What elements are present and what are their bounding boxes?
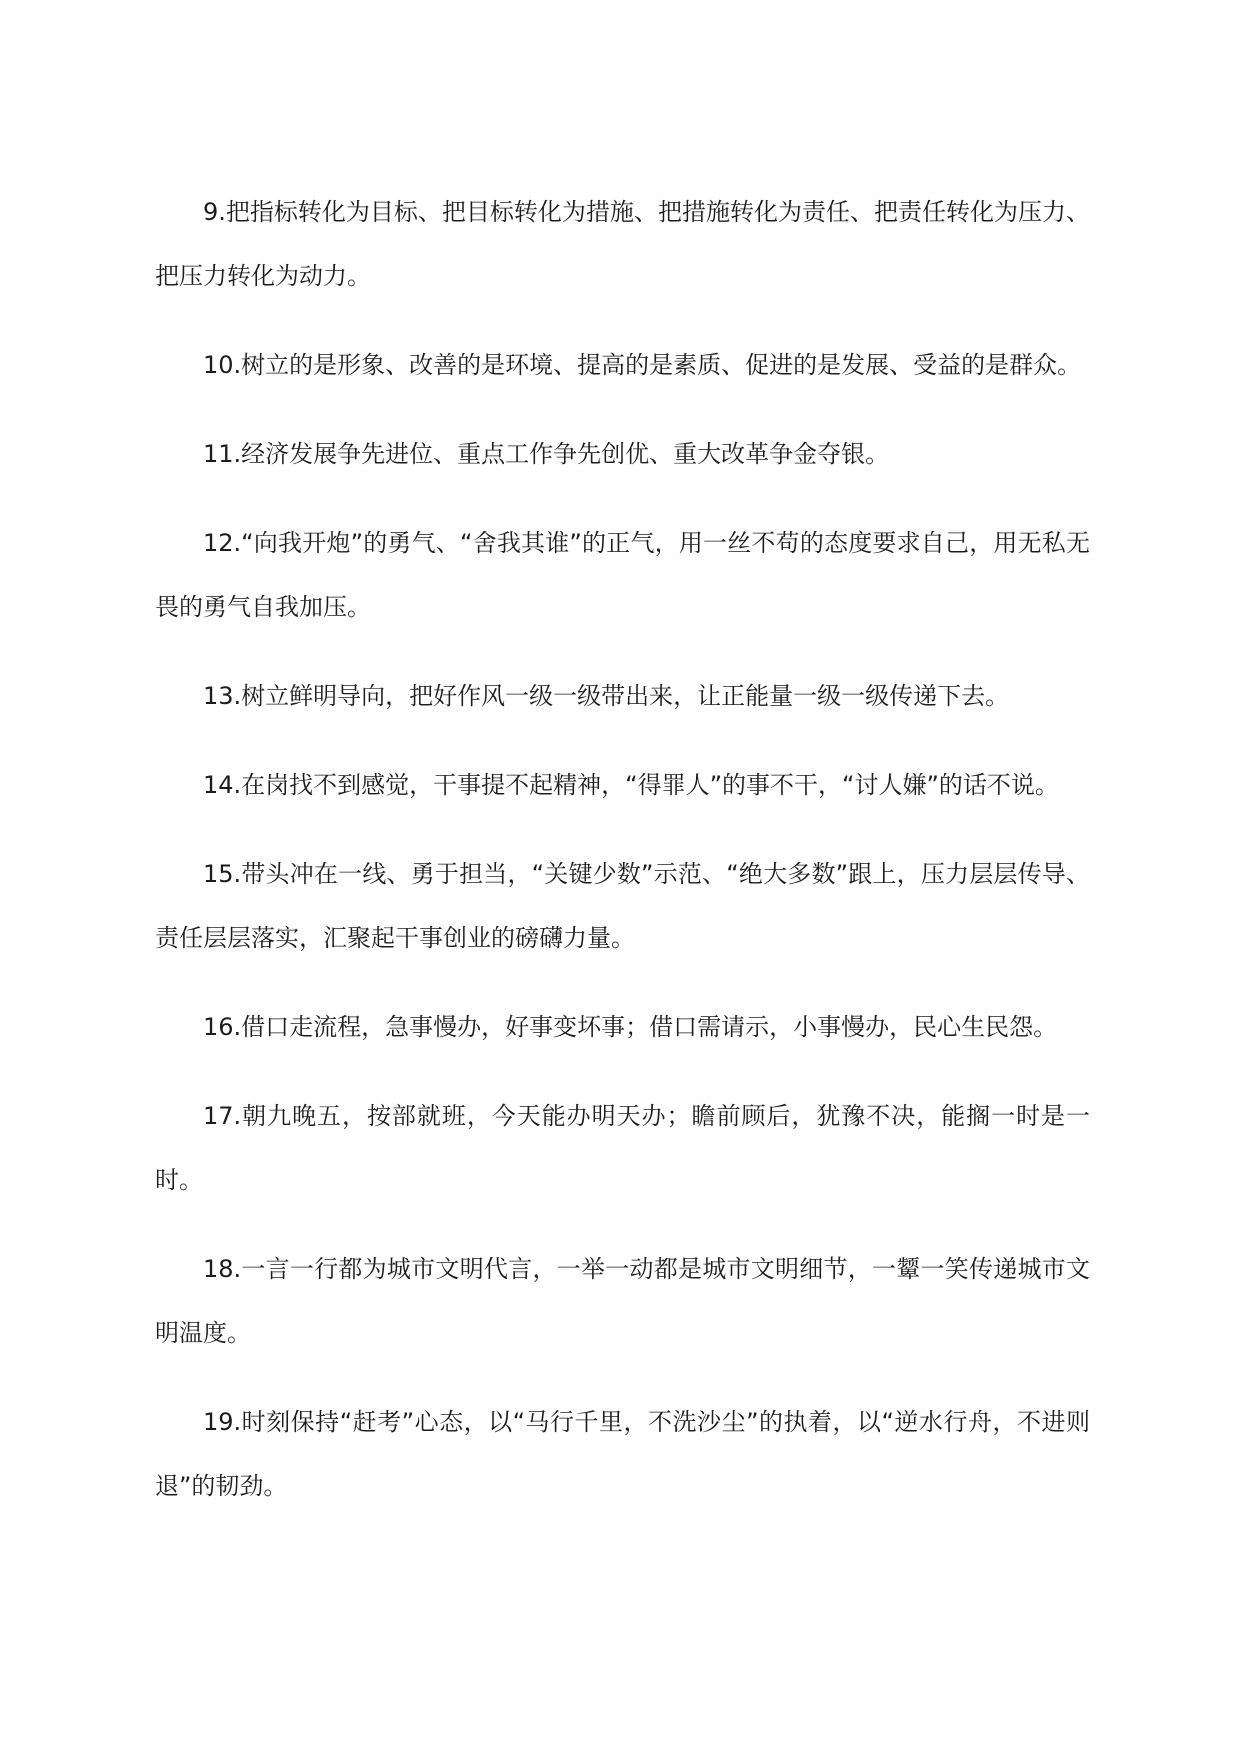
paragraph-19: 19.时刻保持“赶考”心态，以“马行千里，不洗沙尘”的执着，以“逆水行舟，不进则退”的韧劲。	[155, 1408, 1090, 1500]
paragraph-9: 9.把指标转化为目标、把目标转化为措施、把措施转化为责任、把责任转化为压力、把压力转化为动力。	[155, 198, 1090, 290]
paragraph-12: 12.“向我开炮”的勇气、“舍我其谁”的正气，用一丝不苟的态度要求自己，用无私无畏的勇气自我加压。	[155, 529, 1090, 621]
paragraph-18: 18.一言一行都为城市文明代言，一举一动都是城市文明细节，一颦一笑传递城市文明温度。	[155, 1255, 1090, 1347]
paragraph-16: 16.借口走流程，急事慢办，好事变坏事；借口需请示，小事慢办，民心生民怨。	[203, 1013, 1058, 1041]
document-body	[155, 180, 1090, 1543]
paragraph-10: 10.树立的是形象、改善的是环境、提高的是素质、促进的是发展、受益的是群众。	[203, 351, 1082, 379]
paragraph-17: 17.朝九晚五，按部就班，今天能办明天办；瞻前顾后，犹豫不决，能搁一时是一时。	[155, 1102, 1090, 1194]
paragraph-13: 13.树立鲜明导向，把好作风一级一级带出来，让正能量一级一级传递下去。	[203, 682, 1010, 710]
paragraph-14: 14.在岗找不到感觉，干事提不起精神，“得罪人”的事不干，“讨人嫌”的话不说。	[203, 771, 1059, 799]
paragraph-15: 15.带头冲在一线、勇于担当，“关键少数”示范、“绝大多数”跟上，压力层层传导、责任层层落实，汇聚起干事创业的磅礴力量。	[155, 860, 1090, 952]
paragraph-11: 11.经济发展争先进位、重点工作争先创优、重大改革争金夺银。	[203, 440, 890, 468]
